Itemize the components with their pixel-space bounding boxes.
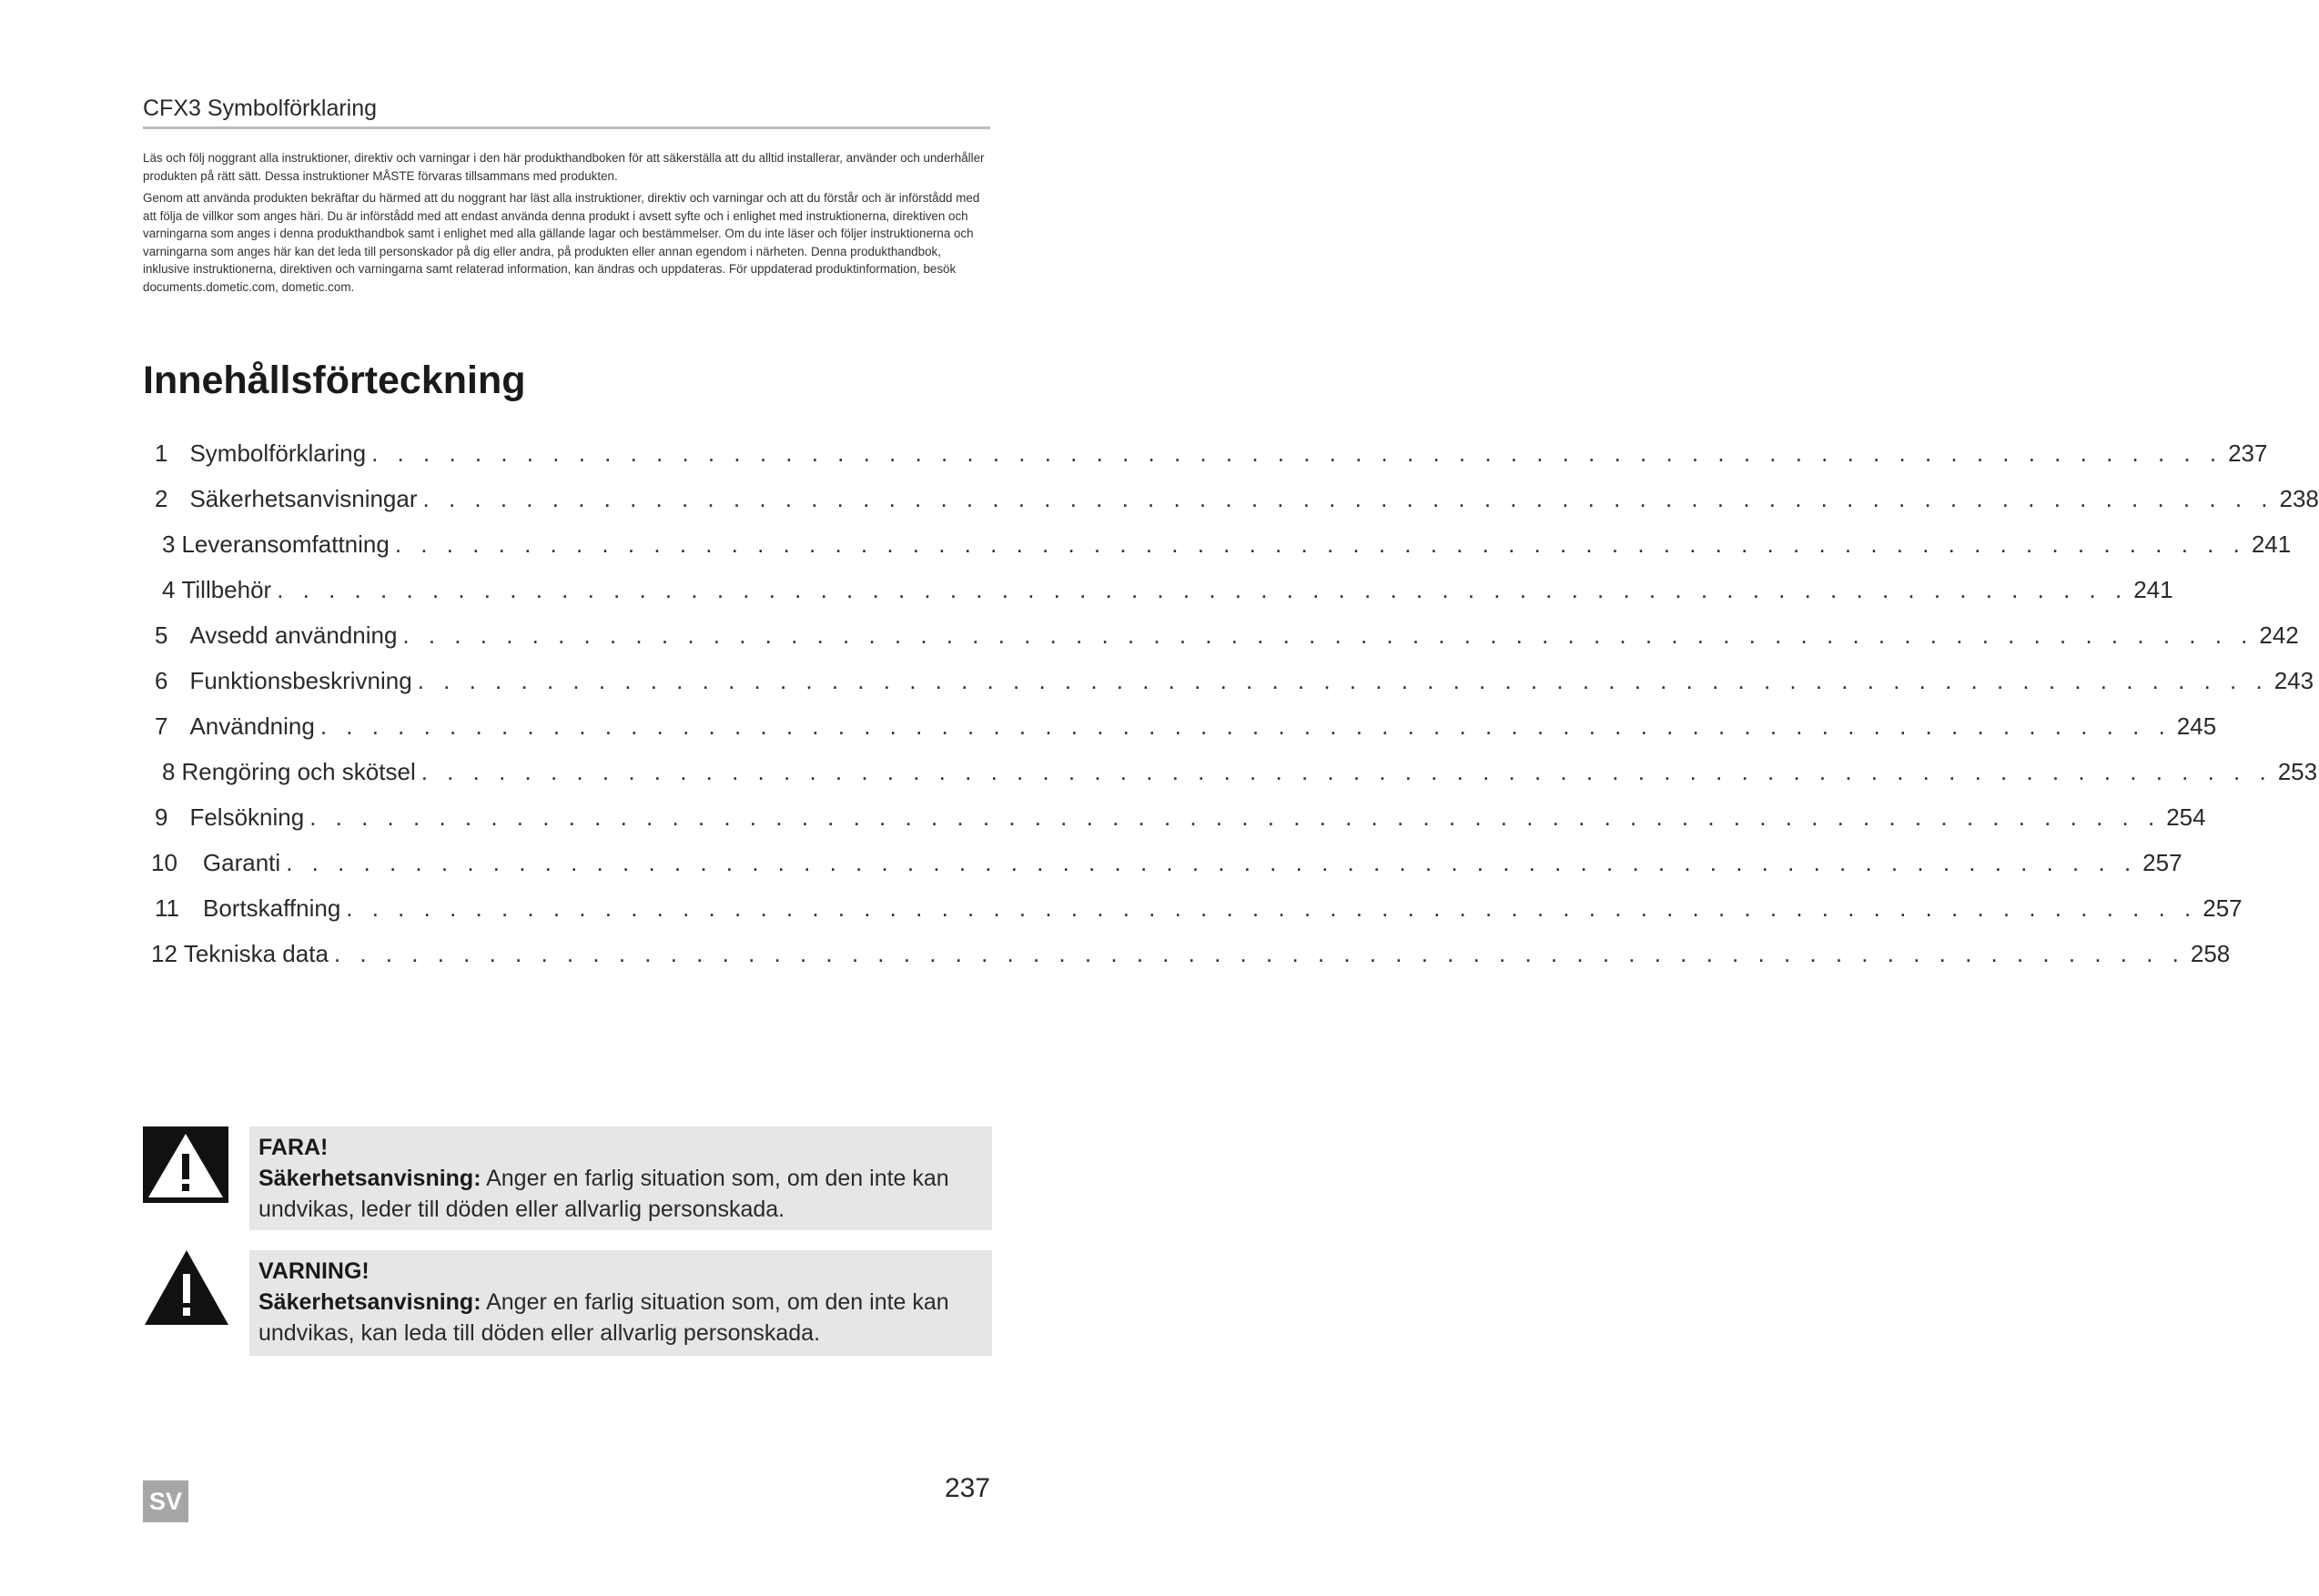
toc-entry[interactable]	[162, 573, 2173, 606]
toc-entry-number: 2	[155, 485, 168, 512]
toc-entry-title: Funktionsbeskrivning	[189, 667, 412, 694]
toc-entry[interactable]	[155, 437, 2268, 470]
toc-entry-page: 241	[2133, 576, 2173, 603]
language-badge: SV	[143, 1480, 188, 1522]
toc-entry-title: Bortskaffning	[203, 894, 341, 922]
toc-entry-number: 4	[162, 576, 176, 603]
page-header: CFX3 Symbolförklaring	[143, 94, 990, 129]
toc-leader-dots: . . . . . . . . . . . . . . . . . . . . . . . . . . . . . . . . . . . . . . . . . . . . . . . . . . . . . . . . . . . . . . . . . . . . . . . .	[319, 712, 2172, 740]
toc-leader-dots: . . . . . . . . . . . . . . . . . . . . . . . . . . . . . . . . . . . . . . . . . . . . . . . . . . . . . . . . . . . . . . . . . . . . . . . .	[371, 439, 2223, 467]
toc-title: Innehållsförteckning	[143, 359, 526, 402]
toc-entry[interactable]	[155, 664, 2314, 697]
danger-warning-icon	[143, 1126, 228, 1203]
toc-entry-number: 11	[155, 894, 179, 922]
toc-entry-number: 12	[151, 940, 177, 967]
toc-entry[interactable]	[151, 937, 2231, 970]
toc-entry-title: Leveransomfattning	[181, 530, 390, 558]
toc-entry[interactable]	[155, 710, 2217, 742]
toc-leader-dots: . . . . . . . . . . . . . . . . . . . . . . . . . . . . . . . . . . . . . . . . . . . . . . . . . . . . . . . . . . . . . . . . . . . . . . . .	[277, 576, 2129, 603]
toc-entry-title: Användning	[189, 712, 315, 740]
toc-entry[interactable]	[155, 482, 2319, 515]
toc-leader-dots: . . . . . . . . . . . . . . . . . . . . . . . . . . . . . . . . . . . . . . . . . . . . . . . . . . . . . . . . . . . . . . . . . . . . . . . .	[394, 530, 2246, 558]
toc-entry-number: 5	[155, 621, 168, 649]
toc-entry-title: Tillbehör	[181, 576, 272, 603]
toc-leader-dots: . . . . . . . . . . . . . . . . . . . . . . . . . . . . . . . . . . . . . . . . . . . . . . . . . . . . . . . . . . . . . . . . . . . . . . . .	[346, 894, 2198, 922]
warning-triangle-icon	[143, 1248, 230, 1327]
warning-notice	[249, 1250, 992, 1356]
toc-entry[interactable]	[162, 528, 2292, 561]
toc-entry-page: 257	[2142, 849, 2182, 876]
toc-entry-title: Tekniska data	[183, 940, 329, 967]
notice-lead: Säkerhetsanvisning:	[258, 1289, 481, 1315]
toc-entry[interactable]	[151, 846, 2182, 879]
toc-entry-title: Avsedd användning	[189, 621, 398, 649]
toc-entry-page: 237	[2228, 439, 2268, 467]
notice-text: Anger en farlig situation som, om den inte kan undvikas, leder till döden eller allvarlig personskada.	[258, 1166, 949, 1222]
toc-entry-number: 10	[151, 849, 177, 876]
toc-leader-dots: . . . . . . . . . . . . . . . . . . . . . . . . . . . . . . . . . . . . . . . . . . . . . . . . . . . . . . . . . . . . . . . . . . . . . . . .	[333, 940, 2185, 967]
notice-lead: Säkerhetsanvisning:	[258, 1166, 481, 1191]
toc-entry-number: 1	[155, 439, 168, 467]
toc-entry-title: Symbolförklaring	[189, 439, 367, 467]
toc-entry-title: Garanti	[202, 849, 281, 876]
toc-entry[interactable]	[155, 619, 2299, 652]
toc-entry[interactable]	[162, 755, 2318, 788]
toc-leader-dots: . . . . . . . . . . . . . . . . . . . . . . . . . . . . . . . . . . . . . . . . . . . . . . . . . . . . . . . . . . . . . . . . . . . . . . . .	[422, 485, 2274, 512]
toc-entry-title: Felsökning	[189, 803, 305, 831]
toc-entry-number: 7	[155, 712, 168, 740]
toc-entry[interactable]	[155, 801, 2206, 833]
page-number: 237	[944, 1473, 990, 1503]
toc-entry-page: 257	[2203, 894, 2243, 922]
intro-text	[143, 149, 990, 300]
signal-word-danger: FARA!	[258, 1135, 329, 1160]
signal-word-warning: VARNING!	[258, 1258, 370, 1284]
toc-entry-number: 6	[155, 667, 168, 694]
toc-entry-page: 241	[2251, 530, 2292, 558]
toc-entry-page: 243	[2273, 667, 2314, 694]
toc-entry[interactable]	[155, 892, 2243, 924]
toc-leader-dots: . . . . . . . . . . . . . . . . . . . . . . . . . . . . . . . . . . . . . . . . . . . . . . . . . . . . . . . . . . . . . . . . . . . . . . . .	[417, 667, 2269, 694]
intro-paragraph-2: Genom att använda produkten bekräftar du härmed att du noggrant har läst alla instruktioner, direktiv och varningar och att du förstår och är införstådd med att följa de villkor som anges häri. Du är införstådd med att endast använda denna produkt i avsett syfte och i enlighet med instruktionerna, direktiven och varningarna som anges i denna produkthandbok samt i enlighet med alla gällande lagar och bestämmelser. Om du inte läser och följer instruktionerna och varningarna som anges här kan det leda till personskador på dig eller andra, på produkten eller annan egendom i närheten. Denna produkthandbok, inklusive instruktionerna, direktiven och varningarna samt relaterad information, kan ändras och uppdateras. För uppdaterad produktinformation, besök documents.dometic.com, dometic.com.	[143, 191, 980, 294]
toc-leader-dots: . . . . . . . . . . . . . . . . . . . . . . . . . . . . . . . . . . . . . . . . . . . . . . . . . . . . . . . . . . . . . . . . . . . . . . . .	[402, 621, 2254, 649]
danger-notice	[249, 1126, 992, 1230]
toc-entry-number: 8	[162, 758, 176, 785]
toc-leader-dots: . . . . . . . . . . . . . . . . . . . . . . . . . . . . . . . . . . . . . . . . . . . . . . . . . . . . . . . . . . . . . . . . . . . . . . . .	[309, 803, 2162, 831]
toc-entry-page: 238	[2279, 485, 2319, 512]
toc-entry-number: 3	[162, 530, 176, 558]
toc-entry-title: Rengöring och skötsel	[181, 758, 416, 785]
toc-entry-page: 245	[2176, 712, 2217, 740]
notice-text: Anger en farlig situation som, om den inte kan undvikas, kan leda till döden eller allvarlig personskada.	[258, 1289, 949, 1346]
toc-leader-dots: . . . . . . . . . . . . . . . . . . . . . . . . . . . . . . . . . . . . . . . . . . . . . . . . . . . . . . . . . . . . . . . . . . . . . . . .	[420, 758, 2273, 785]
toc-entry-page: 253	[2277, 758, 2318, 785]
toc-entry-number: 9	[155, 803, 168, 831]
toc-entry-title: Säkerhetsanvisningar	[189, 485, 418, 512]
toc-entry-page: 254	[2166, 803, 2206, 831]
toc-leader-dots: . . . . . . . . . . . . . . . . . . . . . . . . . . . . . . . . . . . . . . . . . . . . . . . . . . . . . . . . . . . . . . . . . . . . . . . .	[286, 849, 2138, 876]
toc-entry-page: 242	[2259, 621, 2299, 649]
intro-paragraph-1: Läs och följ noggrant alla instruktioner, direktiv och varningar i den här produkthandboken för att säkerställa att du alltid installerar, använder och underhåller produkten på rätt sätt. Dessa instruktioner MÅSTE förvaras tillsammans med produkten.	[143, 151, 985, 183]
toc-entry-page: 258	[2190, 940, 2231, 967]
